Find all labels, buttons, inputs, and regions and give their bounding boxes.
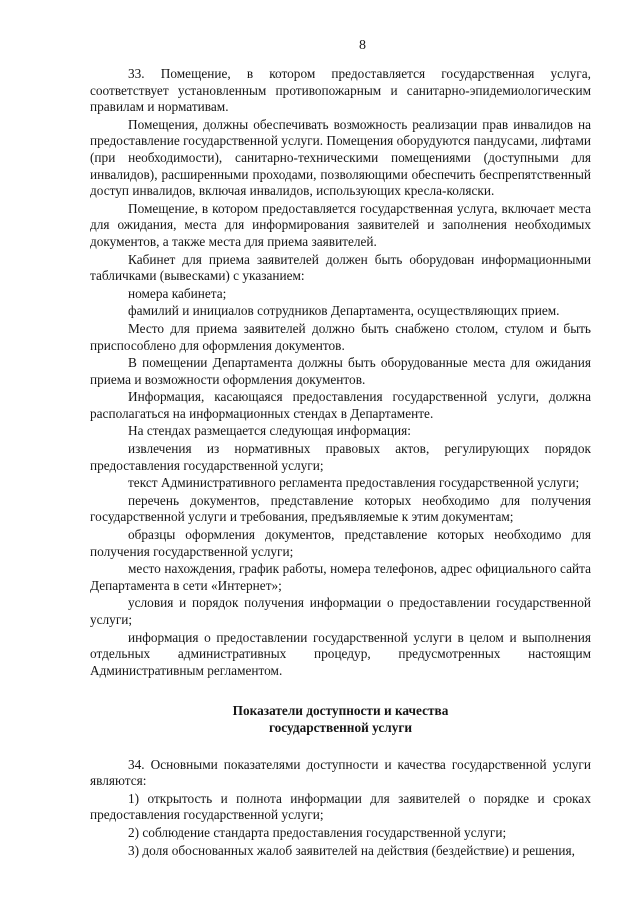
list-item: 2) соблюдение стандарта предоставления государственной услуги; xyxy=(128,824,507,840)
list-item: фамилий и инициалов сотрудников Департамента, осуществляющих прием. xyxy=(128,303,560,319)
paragraph: Помещение, в котором предоставляется государственная услуга, включает места для ожидания, места для информирования заявителей и заполнения необходимых документов, а также места для приема заявителей. xyxy=(90,200,591,249)
list-item: образцы оформления документов, представление которых необходимо для получения государственной услуги; xyxy=(90,527,591,559)
list-item: 3) доля обоснованных жалоб заявителей на действия (бездействие) и решения, xyxy=(128,842,575,858)
document-body xyxy=(90,66,591,859)
paragraph: Место для приема заявителей должно быть снабжено столом, стулом и быть приспособлено для оформления документов. xyxy=(90,320,591,353)
list-item: извлечения из нормативных правовых актов, регулирующих порядок предоставления государственной услуги; xyxy=(90,441,591,473)
list-item: место нахождения, график работы, номера телефонов, адрес официального сайта Департамента в сети «Интернет»; xyxy=(90,561,591,593)
paragraph: 33. Помещение, в котором предоставляется государственная услуга, соответствует установленным противопожарным и санитарно-эпидемиологическим правилам и нормативам. xyxy=(90,66,591,115)
section-heading xyxy=(90,703,591,736)
paragraph: Кабинет для приема заявителей должен быть оборудован информационными табличками (вывесками) с указанием: xyxy=(90,251,591,284)
paragraph: 34. Основными показателями доступности и качества государственной услуги являются: xyxy=(90,756,591,789)
paragraph: На стендах размещается следующая информация: xyxy=(128,423,411,439)
list-item: текст Административного регламента предоставления государственной услуги; xyxy=(128,475,580,491)
list-item: информация о предоставлении государственной услуги в целом и выполнения отдельных административных процедур, предусмотренных настоящим Административным регламентом. xyxy=(90,629,591,678)
paragraph: Помещения, должны обеспечивать возможность реализации прав инвалидов на предоставление государственной услуги. Помещения оборудуются пандусами, лифтами (при необходимости), санитарно-техническими помещениями (доступными для инвалидов), расширенными проходами, позволяющими обеспечить беспрепятственный доступ инвалидов, включая инвалидов, использующих кресла-коляски. xyxy=(90,116,591,199)
paragraph: В помещении Департамента должны быть оборудованные места для ожидания приема и возможности оформления документов. xyxy=(90,355,591,387)
section-heading-line: Показатели доступности и качества xyxy=(232,703,449,719)
page-number: 8 xyxy=(359,38,366,53)
list-item: условия и порядок получения информации о предоставлении государственной услуги; xyxy=(90,595,591,627)
paragraph: Информация, касающаяся предоставления государственной услуги, должна располагаться на информационных стендах в Департаменте. xyxy=(90,389,591,421)
list-item: номера кабинета; xyxy=(128,285,227,301)
list-item: 1) открытость и полнота информации для заявителей о порядке и сроках предоставления государственной услуги; xyxy=(90,790,591,823)
section-heading-line: государственной услуги xyxy=(268,719,413,735)
list-item: перечень документов, представление которых необходимо для получения государственной услуги и требования, предъявляемые к этим документам; xyxy=(90,492,591,525)
